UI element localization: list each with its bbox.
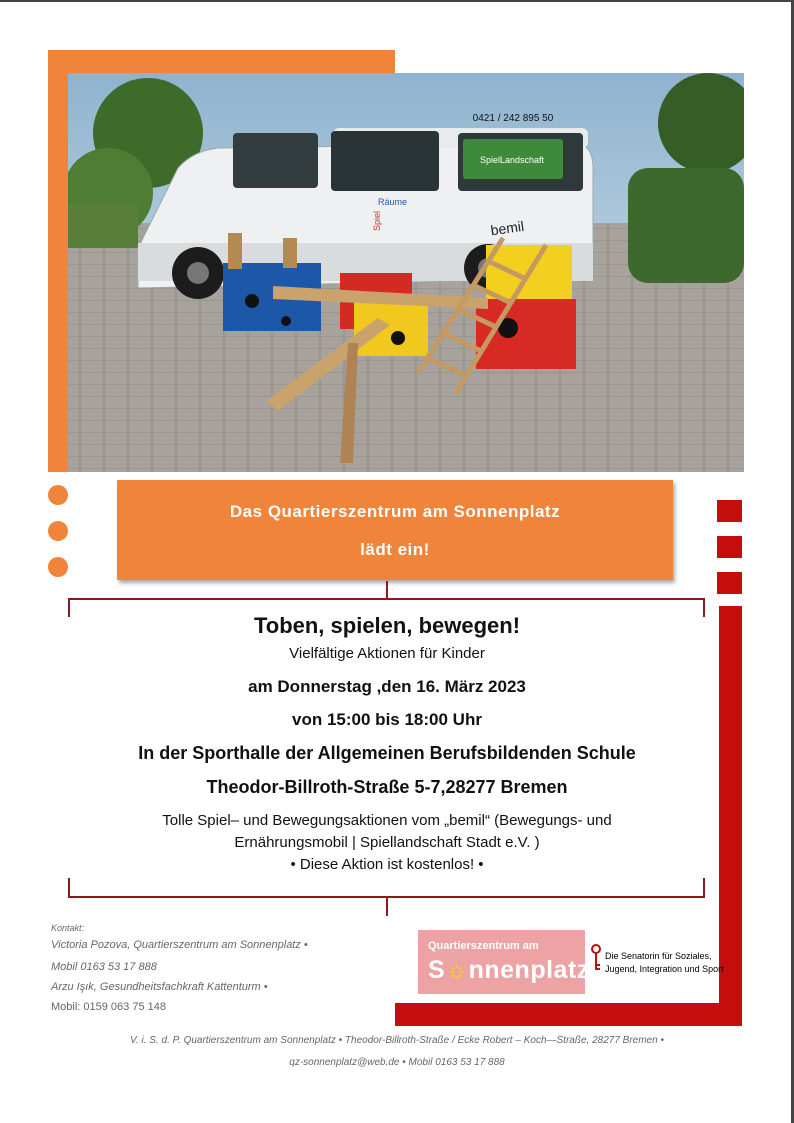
logo-small-text: Quartierszentrum am (428, 940, 539, 952)
bracket-top-left (68, 598, 70, 617)
orange-dot (48, 557, 68, 577)
footer-contact: qz-sonnenplatz@web.de • Mobil 0163 53 17 888 (289, 1057, 505, 1068)
bremen-key-icon (591, 944, 601, 972)
event-free-note: • Diese Aktion ist kostenlos! • (290, 856, 484, 873)
top-border (0, 0, 794, 2)
event-description-1: Tolle Spiel– und Bewegungsaktionen vom „bemil“ (Bewegungs- und (162, 812, 612, 829)
contact-line-1: Victoria Pozova, Quartierszentrum am Sonnenplatz • (51, 939, 308, 951)
bracket-top-right (703, 598, 705, 617)
van-raeume: Räume (378, 197, 408, 207)
van-window-text: SpielLandschaft (479, 155, 545, 165)
red-square (717, 572, 742, 594)
bracket-bottom-stem (386, 898, 388, 916)
senator-logo-text: Die Senatorin für Soziales, Jugend, Integration und Sport (605, 951, 724, 974)
van-spiel: Spiel (372, 210, 382, 231)
red-frame-horizontal (395, 1003, 742, 1026)
sun-icon: ☼ (445, 956, 469, 984)
event-title: Toben, spielen, bewegen! (253, 613, 521, 638)
red-square (717, 500, 742, 522)
contact-line-3: Arzu Işık, Gesundheitsfachkraft Kattenturm • (51, 981, 268, 993)
event-photo (68, 73, 744, 472)
event-date: am Donnerstag ,den 16. März 2023 (248, 677, 526, 696)
event-time: von 15:00 bis 18:00 Uhr (292, 710, 482, 729)
logo-big-text: S☼nnenplatz (428, 956, 590, 984)
van-photo-illustration (68, 73, 744, 472)
van-brand: bemil (489, 217, 525, 239)
orange-dot (48, 521, 68, 541)
event-subtitle: Vielfältige Aktionen für Kinder (289, 645, 485, 662)
quartierszentrum-logo (418, 930, 590, 994)
orange-dot (48, 485, 68, 505)
contact-line-2: Mobil 0163 53 17 888 (51, 961, 157, 973)
red-square (717, 536, 742, 558)
event-venue: In der Sporthalle der Allgemeinen Berufsbildenden Schule (138, 743, 636, 763)
invitation-banner (117, 480, 673, 580)
footer-imprint: V. i. S. d. P. Quartierszentrum am Sonnenplatz • Theodor-Billroth-Straße / Ecke Robert – Koch—Straße, 28277 Bremen • (130, 1035, 664, 1046)
bracket-top-line (68, 598, 705, 600)
banner-line-2: lädt ein! (360, 540, 430, 559)
event-address: Theodor-Billroth-Straße 5-7,28277 Bremen (206, 777, 568, 797)
bracket-top-stem (386, 581, 388, 598)
bracket-bottom-left (68, 878, 70, 897)
contact-label: Kontakt: (51, 923, 85, 933)
bracket-bottom-right (703, 878, 705, 897)
banner-line-1: Das Quartierszentrum am Sonnenplatz (229, 502, 561, 521)
van-phone: 0421 / 242 895 50 (472, 113, 554, 124)
contact-line-4: Mobil: 0159 063 75 148 (51, 1001, 166, 1013)
event-description-2: Ernährungsmobil | Spiellandschaft Stadt e.V. ) (234, 834, 540, 851)
